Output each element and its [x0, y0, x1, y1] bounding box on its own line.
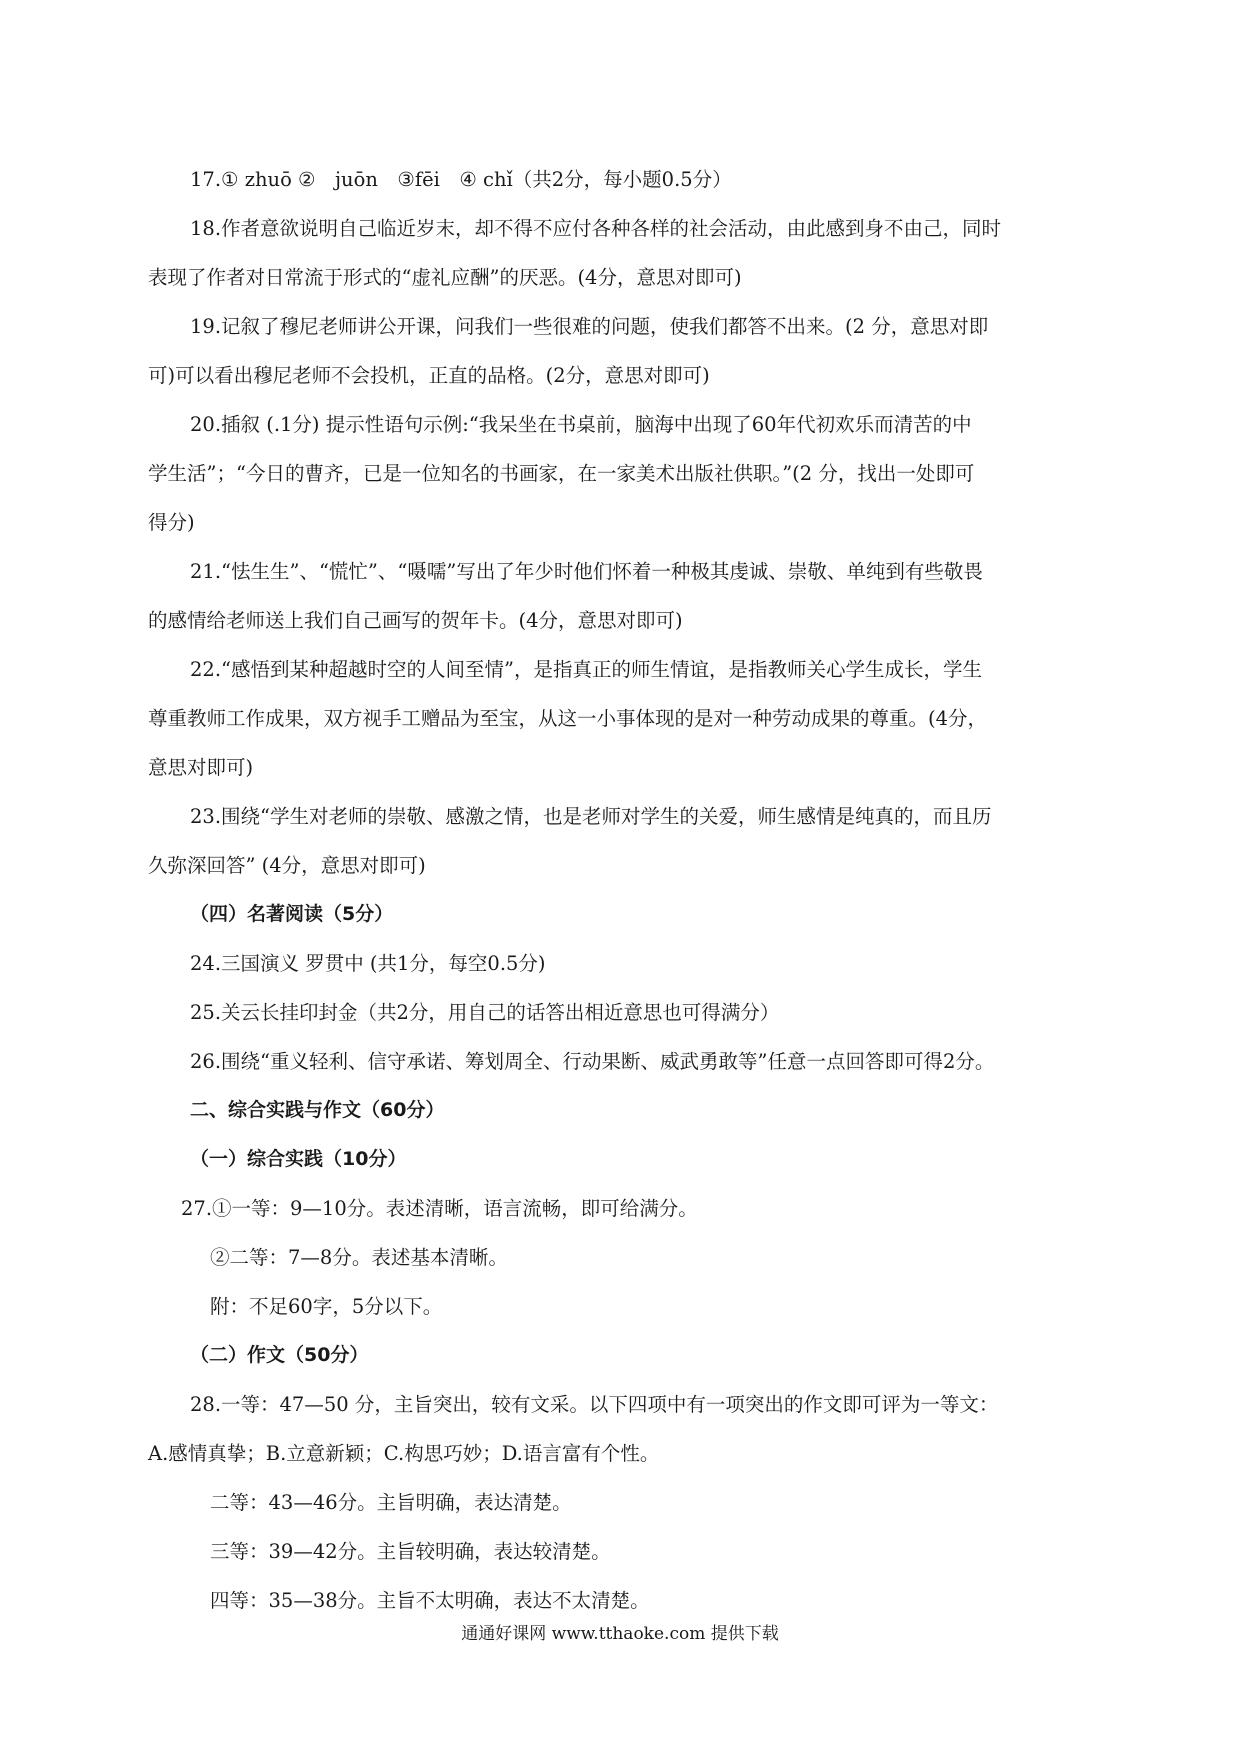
answer-23-line-2: 久弥深回答” (4分，意思对即可) [148, 854, 426, 877]
answer-22-line-1: 22.“感悟到某种超越时空的人间至情”，是指真正的师生情谊，是指教师关心学生成长，学生 [190, 658, 982, 681]
section-heading-practice: （一）综合实践（10分） [190, 1148, 407, 1170]
answer-28-grade-3: 三等：39—42分。主旨较明确，表达较清楚。 [210, 1540, 611, 1563]
answer-28-grade-4: 四等：35—38分。主旨不太明确，表达不太清楚。 [210, 1589, 650, 1612]
answer-20-line-1: 20.插叙 (.1分) 提示性语句示例:“我呆坐在书桌前，脑海中出现了60年代初欢乐而清苦的中 [190, 413, 972, 436]
answer-25: 25.关云长挂印封金（共2分，用自己的话答出相近意思也可得满分） [190, 1001, 780, 1024]
section-heading-composition: （二）作文（50分） [190, 1344, 369, 1366]
answer-27-note: 附：不足60字，5分以下。 [210, 1295, 443, 1318]
page-footer: 通通好课网 www.tthaoke.com 提供下载 [461, 1624, 779, 1644]
answer-20-line-3: 得分) [148, 511, 195, 534]
answer-19-line-1: 19.记叙了穆尼老师讲公开课，问我们一些很难的问题，使我们都答不出来。(2 分，意思对即 [190, 315, 989, 338]
answer-20-line-2: 学生活”；“今日的曹齐，已是一位知名的书画家，在一家美术出版社供职。”(2 分，找出一处即可 [148, 462, 975, 485]
answer-28-grade-2: 二等：43—46分。主旨明确，表达清楚。 [210, 1491, 572, 1514]
answer-28-line-2: A.感情真挚；B.立意新颖；C.构思巧妙；D.语言富有个性。 [148, 1442, 660, 1465]
answer-24: 24.三国演义 罗贯中 (共1分，每空0.5分) [190, 952, 546, 975]
part-heading-practice-and-composition: 二、综合实践与作文（60分） [190, 1099, 445, 1121]
section-heading-classics-reading: （四）名著阅读（5分） [190, 903, 394, 925]
answer-content [148, 155, 1098, 1625]
answer-28-line-1: 28.一等：47—50 分，主旨突出，较有文采。以下四项中有一项突出的作文即可评为一等文： [190, 1393, 999, 1416]
answer-17: 17.① zhuō ② juōn ③fēi ④ chǐ（共2分，每小题0.5分） [190, 168, 732, 191]
answer-26: 26.围绕“重义轻利、信守承诺、筹划周全、行动果断、威武勇敢等”任意一点回答即可得2分。 [190, 1050, 995, 1073]
answer-18-line-2: 表现了作者对日常流于形式的“虚礼应酬”的厌恶。(4分，意思对即可) [148, 266, 742, 289]
answer-27-line-2: ②二等：7—8分。表述基本清晰。 [210, 1246, 508, 1269]
answer-22-line-3: 意思对即可) [148, 756, 254, 779]
answer-21-line-1: 21.“怯生生”、“慌忙”、“嗫嚅”写出了年少时他们怀着一种极其虔诚、崇敬、单纯到有些敬畏 [190, 560, 983, 583]
answer-18-line-1: 18.作者意欲说明自己临近岁末，却不得不应付各种各样的社会活动，由此感到身不由己，同时 [190, 217, 1002, 240]
answer-23-line-1: 23.围绕“学生对老师的崇敬、感激之情，也是老师对学生的关爱，师生感情是纯真的，而且历 [190, 805, 992, 828]
answer-22-line-2: 尊重教师工作成果，双方视手工赠品为至宝，从这一小事体现的是对一种劳动成果的尊重。(4分， [148, 707, 988, 730]
answer-21-line-2: 的感情给老师送上我们自己画写的贺年卡。(4分，意思对即可) [148, 609, 683, 632]
answer-27-line-1: 27.①一等：9—10分。表述清晰，语言流畅，即可给满分。 [181, 1197, 698, 1220]
answer-19-line-2: 可)可以看出穆尼老师不会投机，正直的品格。(2分，意思对即可) [148, 364, 710, 387]
